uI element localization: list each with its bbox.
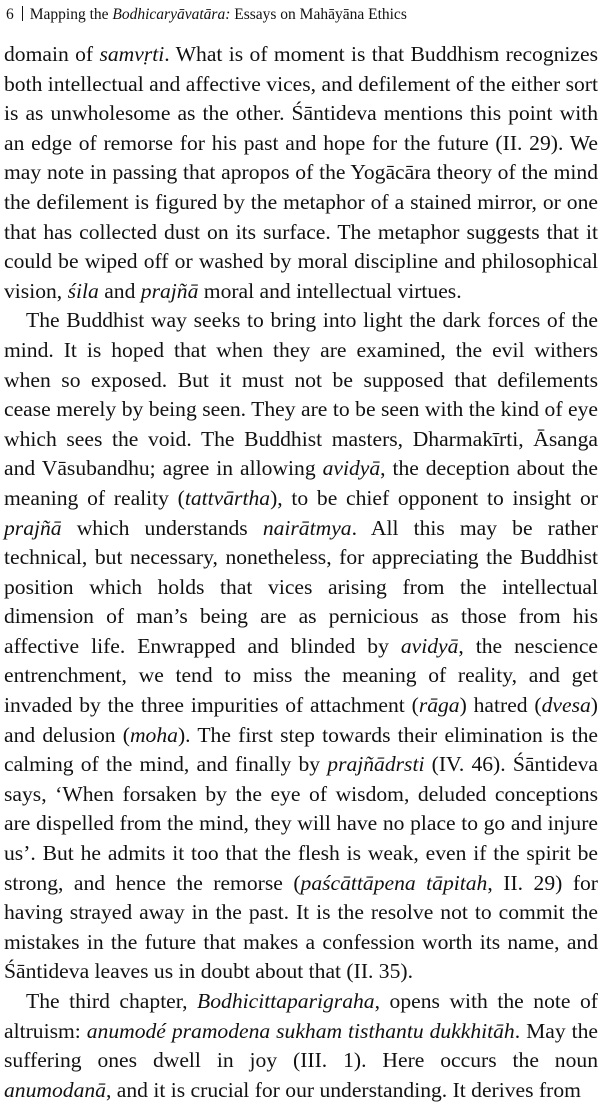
text-run: moral and intellectual virtues.: [198, 278, 462, 303]
italic-term: prajñādrsti: [327, 752, 425, 777]
text-run: and: [98, 278, 141, 303]
italic-term: paścāttāpena tāpitah: [300, 870, 488, 895]
italic-term: anumodanā: [4, 1077, 106, 1102]
text-run: which understands: [61, 515, 263, 540]
italic-term: anumodé pramodena sukham tisthantu dukkhitāh: [86, 1018, 515, 1043]
italic-term: śila: [67, 278, 99, 303]
italic-term: tattvārtha: [184, 485, 271, 510]
text-run: . May the suffering ones dwell in joy (III. 1). Here occurs the noun: [4, 1018, 598, 1073]
paragraph: [4, 987, 598, 1105]
text-run: ) hatred (: [459, 693, 542, 718]
italic-term: rāga: [418, 693, 460, 718]
text-run: domain of: [4, 42, 100, 66]
italic-term: nairātmya: [262, 515, 352, 540]
header-title-before: Mapping the: [29, 6, 113, 23]
text-run: ) and delusion (: [4, 693, 598, 747]
text-run: , and it is crucial for our understanding. It derives from: [105, 1077, 581, 1102]
italic-term: moha: [129, 722, 178, 747]
text-run: The third chapter,: [26, 989, 198, 1013]
text-run: . All this may be rather technical, but necessary, nonetheless, for appreciating the Buddhist position which holds that vices arising from the intellectual dimension of man’s being are as pernicious as those from his affective life. Enwrapped and blinded by: [4, 515, 598, 658]
text-run: , II. 29) for having strayed away in the past. It is the resolve not to commit the mistakes in the future that makes a confession worth its name, and Śāntideva leaves us in doubt about that (II. 35).: [4, 870, 598, 984]
italic-term: prajñā: [4, 515, 62, 540]
text-run: (IV. 46). Śāntideva says, ‘When forsaken by the eye of wisdom, deluded conceptions are dispelled from the mind, they will have no place to go and injure us’. But he admits it too that the flesh is weak, even if the spirit be strong, and hence the remorse (: [4, 752, 598, 895]
italic-term: Bodhicittaparigraha: [197, 989, 375, 1013]
header-title-italic: Bodhicaryāvatāra:: [112, 6, 231, 23]
paragraph: [4, 40, 598, 306]
text-run: ). The first step towards their elimination is the calming of the mind, and finally by: [4, 722, 598, 777]
running-head: [6, 6, 586, 28]
italic-term: avidyā: [400, 633, 459, 658]
italic-term: samvṛti: [99, 42, 165, 66]
italic-term: avidyā: [322, 456, 381, 481]
italic-term: prajñā: [140, 278, 199, 303]
text-run: , opens with the note of altruism:: [4, 989, 598, 1043]
text-run: The Buddhist way seeks to bring into light the dark forces of the mind. It is hoped that when they are examined, the evil withers when so exposed. But it must not be supposed that defilements cease merely by being seen. They are to be seen with the kind of eye which sees the void. The Buddhist masters, Dharmakīrti, Āsanga and Vāsubandhu; agree in allowing: [4, 308, 598, 481]
text-run: ), to be chief opponent to insight or: [270, 485, 599, 510]
paragraph: [4, 306, 598, 987]
italic-term: dvesa: [541, 693, 591, 718]
page-number: 6: [6, 6, 14, 23]
header-title-after: Essays on Mahāyāna Ethics: [230, 6, 407, 23]
header-divider: [22, 6, 23, 21]
text-run: . What is of moment is that Buddhism recognizes both intellectual and affective vices, and defilement of the either sort is as unwholesome as the other. Śāntideva mentions this point with an edge of remorse for his past and hope for the future (II. 29). We may note in passing that apropos of the Yogācāra theory of the mind the defilement is figured by the metaphor of a stained mirror, or one that has collected dust on its surface. The metaphor suggests that it could be wiped off or washed by moral discipline and philosophical vision,: [4, 42, 598, 303]
body-text: [4, 40, 598, 1105]
text-run: , the nescience entrenchment, we tend to miss the meaning of reality, and get invaded by the three impurities of attachment (: [4, 633, 598, 718]
text-run: , the deception about the meaning of reality (: [4, 456, 598, 510]
